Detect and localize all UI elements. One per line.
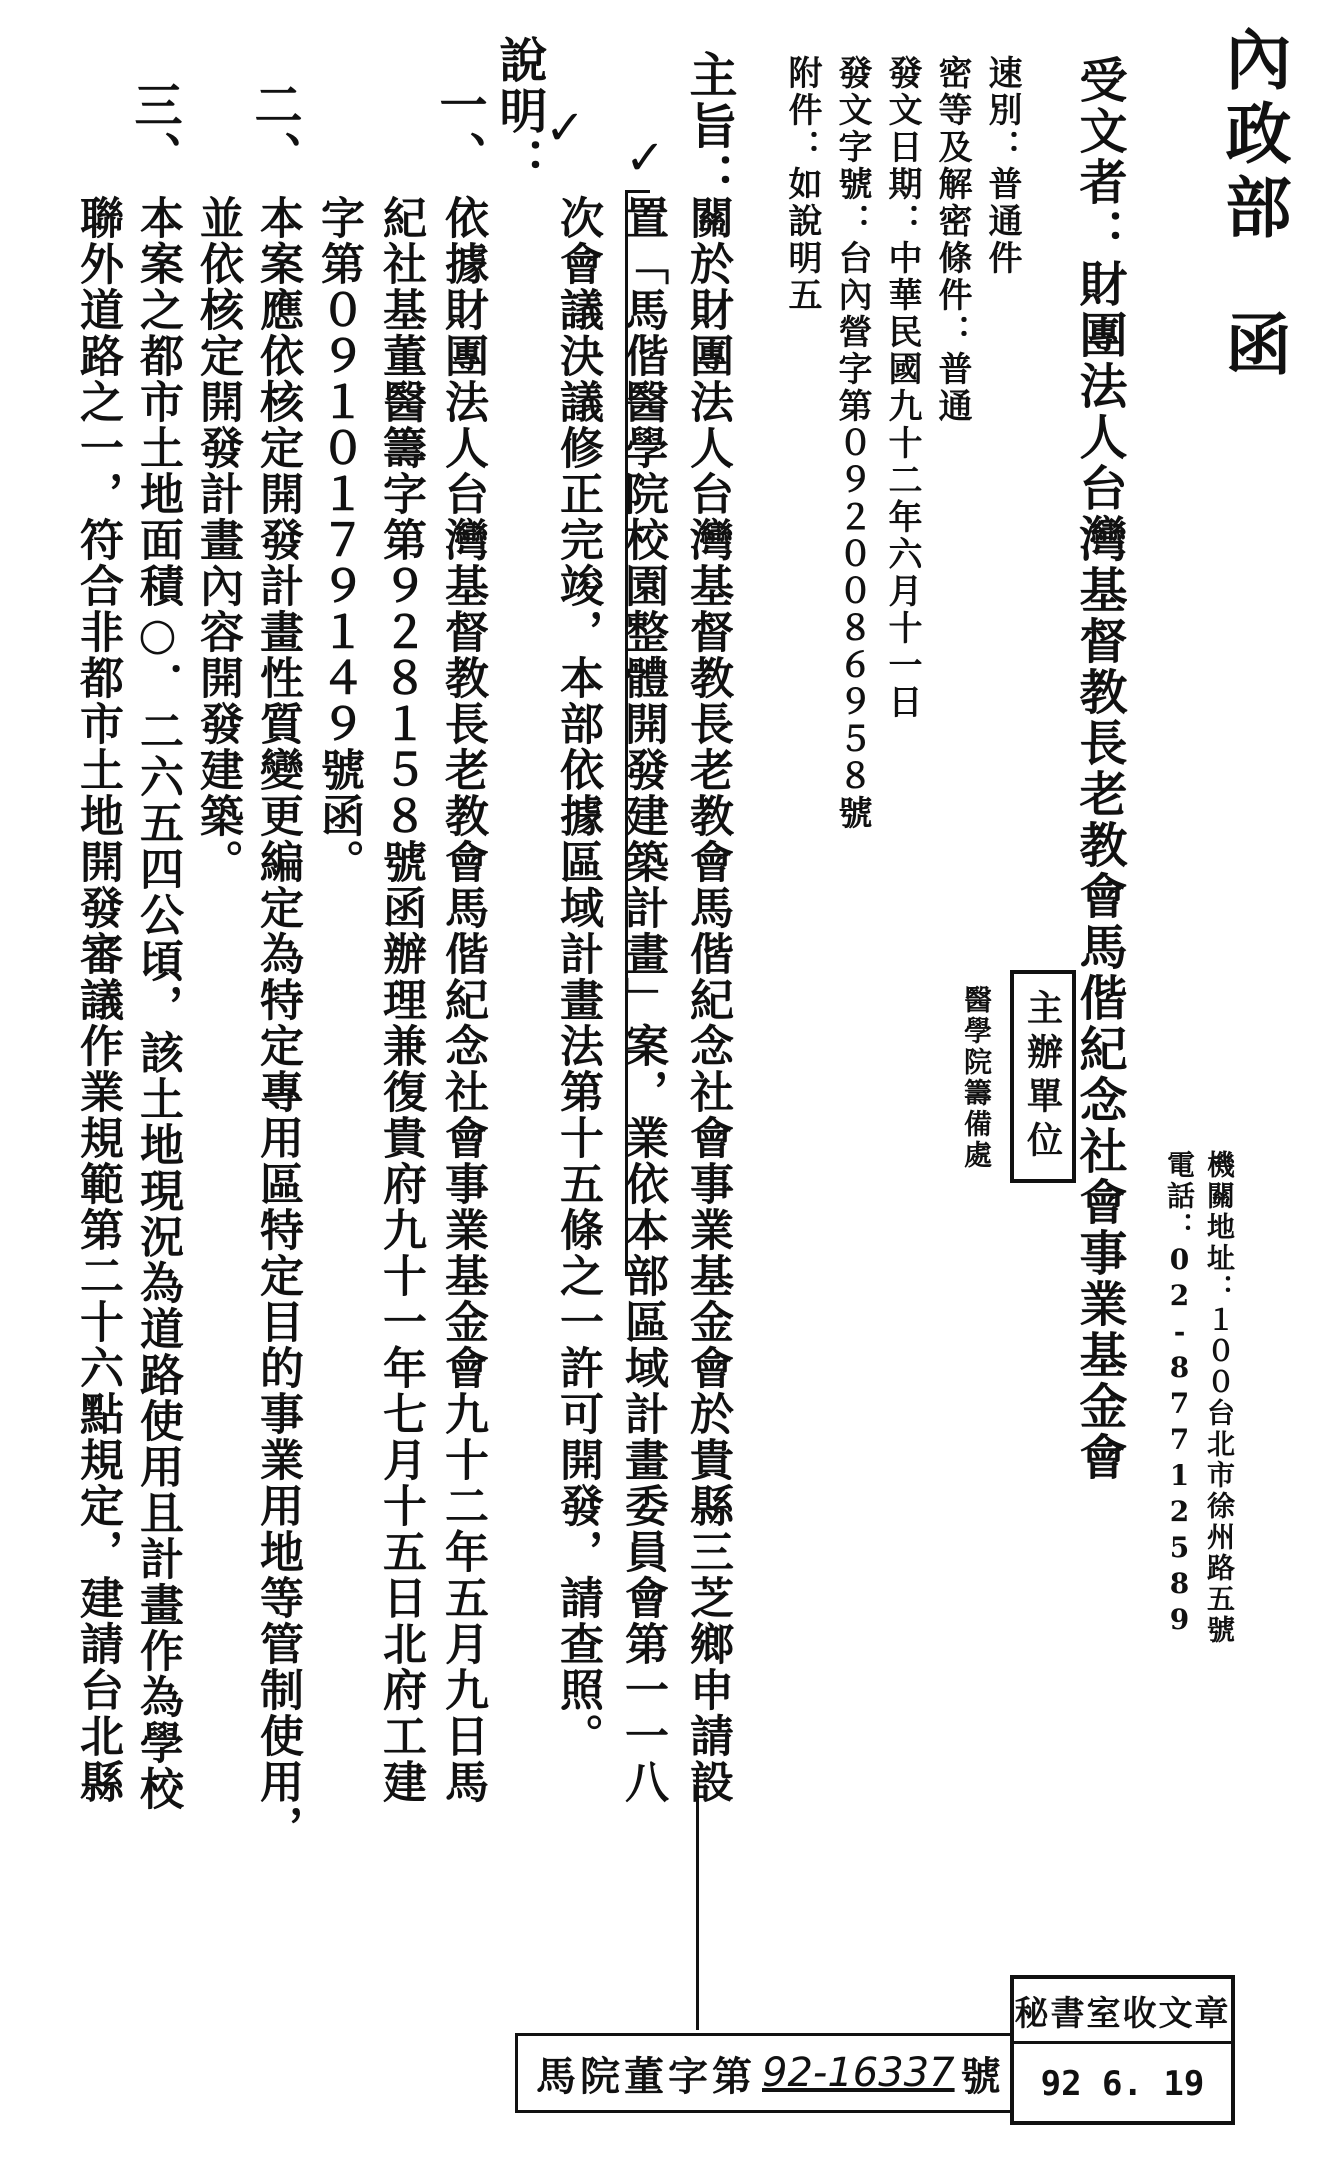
unit-stamp: [1010, 970, 1076, 1183]
document-type: 函: [1214, 310, 1292, 384]
item2-line-1: 本案應依核定開發計畫性質變更編定為特定專用區特定目的事業用地等管制使用，: [252, 195, 303, 1851]
item1-line-2: 紀社基董醫籌字第９２８１５８號函辦理兼復貴府九十一年七月十五日北府工建: [375, 195, 426, 1805]
item1-line-3: 字第０９１０１７９１４９號函。: [313, 195, 364, 885]
doc-number-handwritten: 92-16337: [762, 2050, 955, 2096]
subject-bracket: [625, 190, 650, 1276]
unit-stamp-note: 醫學院籌備處: [960, 985, 993, 1171]
item1-number: 一、: [431, 80, 487, 182]
received-stamp: [1010, 1975, 1235, 2125]
agency-phone: 電話：02-87712589: [1163, 1150, 1196, 1639]
meta-secrecy: 密等及解密條件：普通: [932, 55, 972, 425]
recipient: 受文者：財團法人台灣基督教長老教會馬偕紀念社會事業基金會: [1071, 55, 1127, 1483]
meta-doc-number: 發文字號：台內營字第０９２００８６９５８號: [832, 55, 872, 832]
received-stamp-title: 秘書室收文章: [1014, 1979, 1231, 2044]
unit-stamp-text: 主辦單位: [1021, 988, 1064, 1165]
meta-date: 發文日期：中華民國九十二年六月十一日: [882, 55, 922, 721]
received-stamp-date: 92 6. 19: [1040, 2064, 1205, 2104]
item2-line-2: 並依核定開發計畫內容開發建築。: [192, 195, 243, 885]
subject-underline: [668, 1770, 699, 2030]
item3-line-1: 本案之都市土地面積○．二六五四公頃，該土地現況為道路使用且計畫作為學校: [132, 195, 183, 1812]
item2-number: 二、: [246, 80, 302, 182]
subject-line-3: 次會議決議修正完竣，本部依據區域計畫法第十五條之一許可開發，請查照。: [552, 195, 603, 1759]
meta-speed: 速別：普通件: [982, 55, 1022, 277]
subject-line-1: 關於財團法人台灣基督教長老教會馬偕紀念社會事業基金會於貴縣三芝鄉申請設: [682, 195, 733, 1805]
item3-line-2: 聯外道路之一，符合非都市土地開發審議作業規範第二十六點規定，建請台北縣: [72, 195, 123, 1805]
agency-address: 機關地址：１００台北市徐州路五號: [1203, 1150, 1236, 1646]
doc-number-suffix: 號: [960, 2052, 1005, 2100]
explanation-label: 說明：: [491, 35, 547, 188]
item3-number: 三、: [126, 80, 182, 182]
checkmark-icon: ✓: [545, 100, 586, 156]
subject-label: 主旨：: [681, 50, 737, 203]
agency-name: 內政部: [1214, 25, 1292, 247]
checkmark-icon: ✓: [625, 130, 666, 186]
subject-line-2: 置「馬偕醫學院校園整體開發建築計畫」案，業依本部區域計畫委員會第一一八: [617, 195, 668, 1805]
meta-attachment: 附件：如說明五: [782, 55, 822, 314]
item1-line-1: 依據財團法人台灣基督教長老教會馬偕紀念社會事業基金會九十二年五月九日馬: [437, 195, 488, 1805]
doc-number-label: 馬院董字第: [536, 2052, 756, 2100]
doc-number-stamp: [515, 2033, 1010, 2113]
